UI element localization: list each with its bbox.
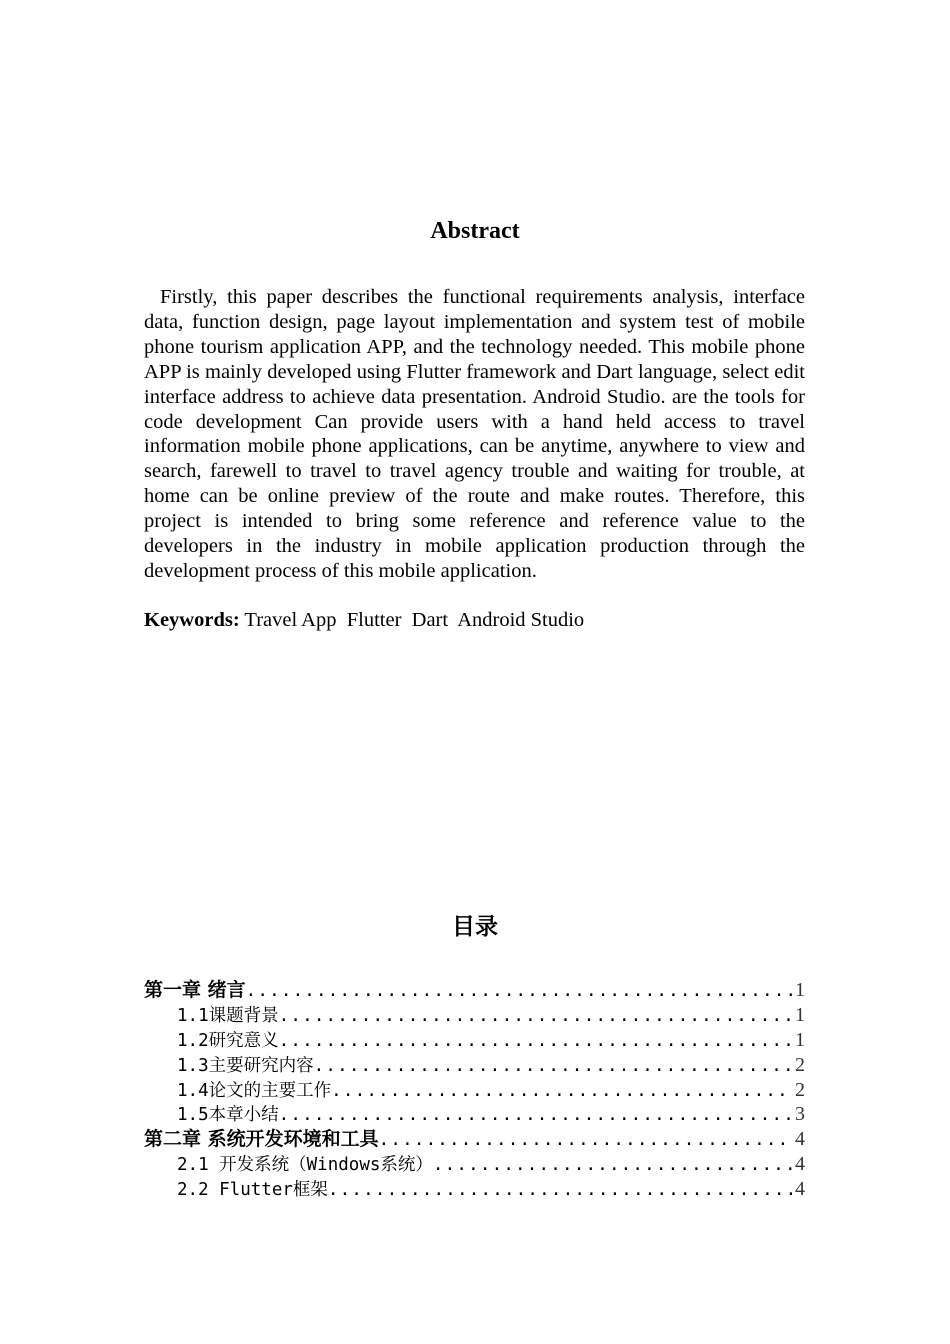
toc-entry-chapter-2[interactable] — [144, 1127, 805, 1152]
toc-entry-label: 第二章 系统开发环境和工具 — [144, 1128, 379, 1151]
toc-entry-1-1[interactable] — [144, 1003, 805, 1028]
toc-entry-page: 4 — [795, 1178, 805, 1201]
toc-entry-page: 2 — [795, 1053, 805, 1076]
toc-leader-dots — [279, 1103, 793, 1127]
toc-entry-page: 2 — [795, 1078, 805, 1101]
toc-entry-label: 1.4论文的主要工作 — [177, 1080, 332, 1101]
toc-entry-label: 1.1课题背景 — [177, 1005, 279, 1026]
toc-entry-page: 3 — [795, 1103, 805, 1126]
toc-entry-chapter-1[interactable] — [144, 978, 805, 1003]
keywords-line — [144, 608, 805, 633]
toc-entry-page: 1 — [795, 979, 805, 1001]
abstract-title: Abstract — [430, 218, 520, 244]
toc-leader-dots — [314, 1054, 793, 1078]
toc-entry-label: 1.2研究意义 — [177, 1030, 279, 1051]
toc-entry-label: 第一章 绪言 — [144, 979, 246, 1001]
toc-entry-label: 1.5本章小结 — [177, 1105, 279, 1126]
toc-entry-2-1[interactable] — [144, 1152, 805, 1177]
toc-leader-dots — [246, 979, 793, 1003]
keywords-label: Keywords: — [144, 609, 240, 631]
toc-entry-page: 1 — [795, 1028, 805, 1051]
toc-entry-2-2[interactable] — [144, 1177, 805, 1202]
toc-entry-1-4[interactable] — [144, 1078, 805, 1103]
toc-leader-dots — [328, 1178, 793, 1202]
table-of-contents — [144, 978, 805, 1202]
keywords-text: Travel App Flutter Dart Android Studio — [239, 609, 585, 631]
toc-leader-dots — [279, 1029, 793, 1053]
toc-entry-1-2[interactable] — [144, 1028, 805, 1053]
abstract-body: Firstly, this paper describes the functional requirements analysis, interface data, function design, page layout implementation and system test of mobile phone tourism application APP, and the technology needed. This mobile phone APP is mainly developed using Flutter framework and Dart language, select edit interface address to achieve data presentation. Android Studio. are the tools for code development Can provide users with a hand held access to travel information mobile phone applications, can be anytime, anywhere to view and search, farewell to travel to travel agency trouble and waiting for trouble, at home can be online preview of the route and make routes. Therefore, this project is intended to bring some reference and reference value to the developers in the industry in mobile application production through the development process of this mobile application. — [144, 286, 805, 582]
toc-leader-dots — [379, 1128, 793, 1152]
toc-entry-1-3[interactable] — [144, 1053, 805, 1078]
toc-entry-label: 2.2 Flutter框架 — [177, 1180, 328, 1201]
toc-leader-dots — [331, 1079, 793, 1103]
toc-leader-dots — [433, 1153, 793, 1177]
toc-entry-1-5[interactable] — [144, 1102, 805, 1127]
toc-leader-dots — [279, 1004, 793, 1028]
toc-entry-page: 4 — [795, 1153, 805, 1176]
toc-entry-page: 1 — [795, 1003, 805, 1026]
toc-entry-label: 1.3主要研究内容 — [177, 1055, 314, 1076]
toc-entry-page: 4 — [795, 1128, 805, 1151]
toc-entry-label: 2.1 开发系统（Windows系统） — [177, 1155, 433, 1176]
toc-title: 目录 — [452, 914, 498, 940]
